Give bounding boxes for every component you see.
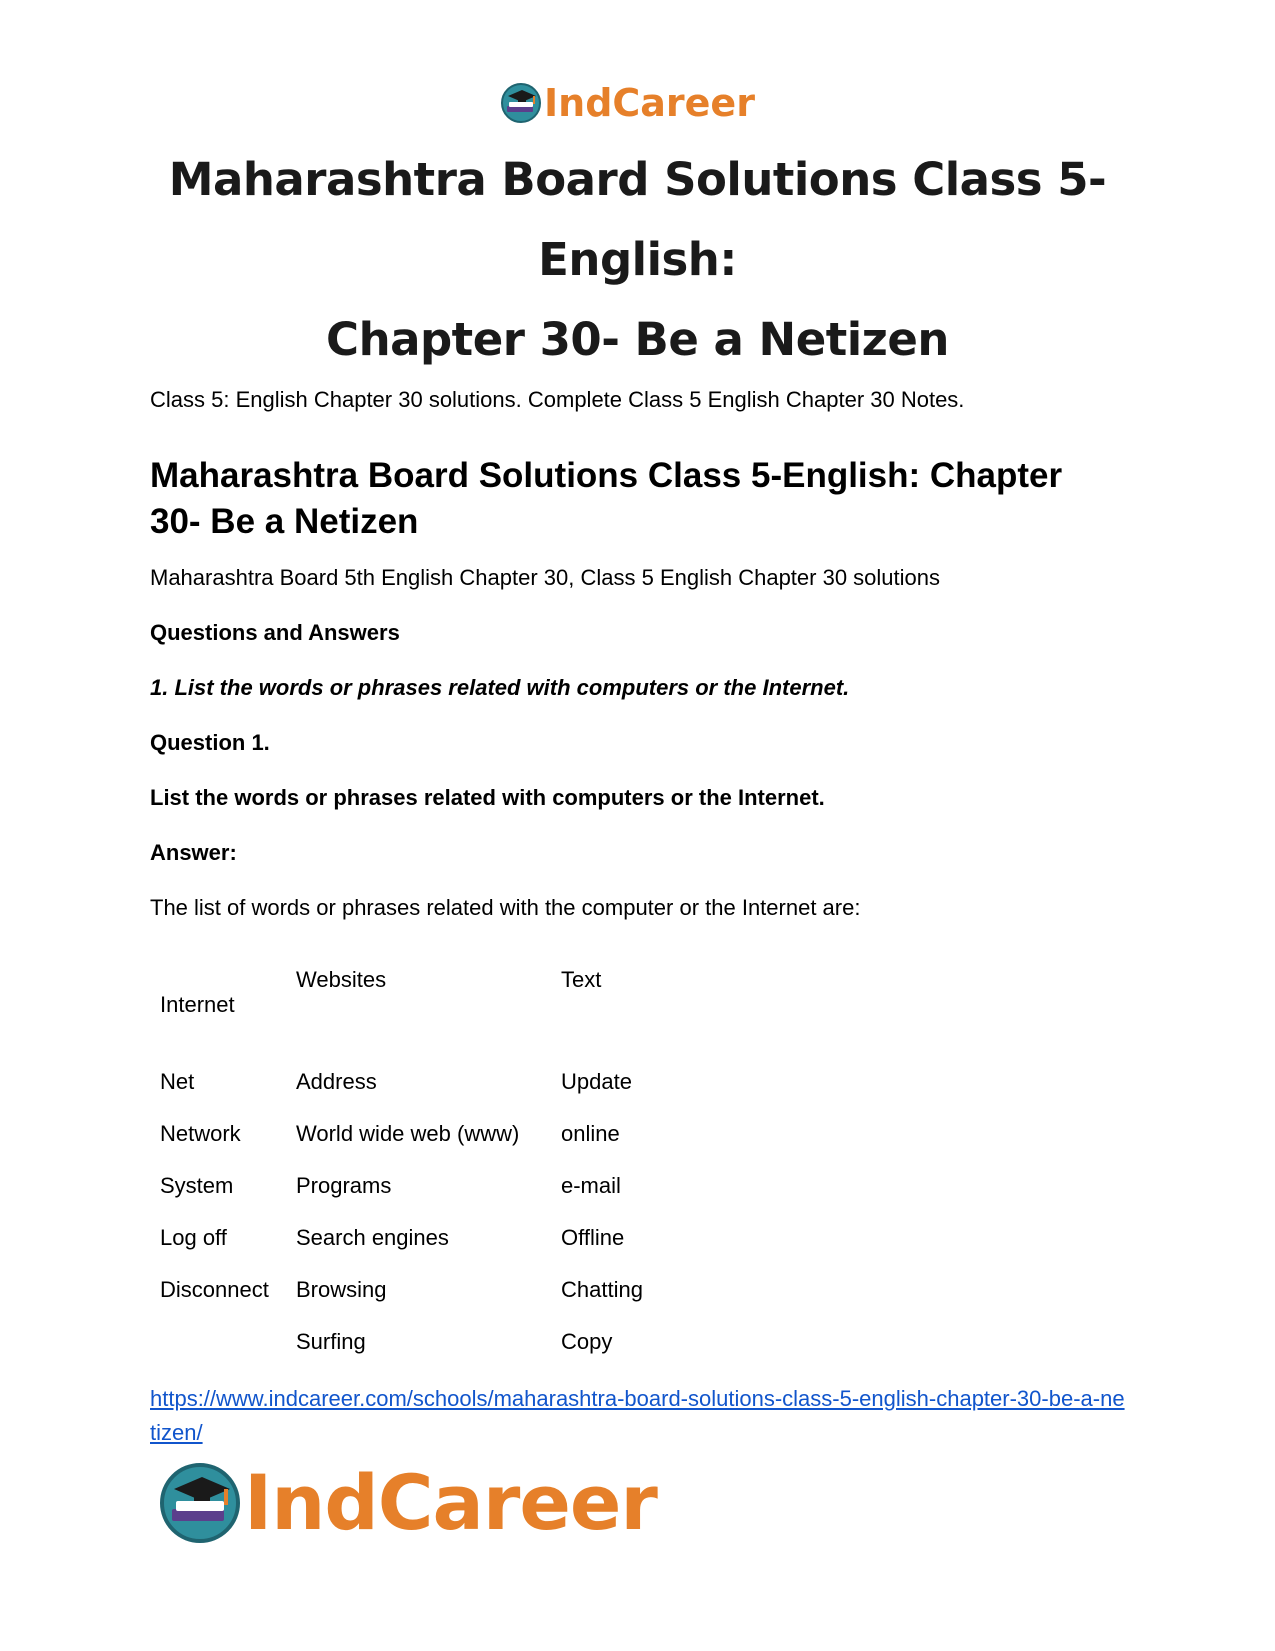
table-cell: Search engines <box>296 1225 449 1250</box>
table-cell: System <box>160 1173 234 1198</box>
table-cell: online <box>561 1121 620 1146</box>
table-cell: Surfing <box>296 1329 366 1354</box>
title-line-2: Chapter 30- Be a Netizen <box>326 313 949 366</box>
question-label: Question 1. <box>150 730 270 755</box>
table-cell: Net <box>160 1069 195 1094</box>
table-cell: Copy <box>561 1329 613 1354</box>
table-cell: World wide web (www) <box>296 1121 520 1146</box>
answer-intro: The list of words or phrases related with the computer or the Internet are: <box>150 895 861 920</box>
table-cell: e-mail <box>561 1173 621 1198</box>
table-cell: Text <box>561 967 602 992</box>
table-cell: Offline <box>561 1225 625 1250</box>
table-cell: Websites <box>296 967 387 992</box>
footer-logo-wordmark: IndCareer <box>244 1458 657 1547</box>
table-cell: Internet <box>160 992 235 1017</box>
table-cell: Network <box>160 1121 241 1146</box>
exercise-title: 1. List the words or phrases related with computers or the Internet. <box>150 675 850 700</box>
indcareer-footer-logo[interactable] <box>158 1458 657 1548</box>
intro-text: Class 5: English Chapter 30 solutions. Complete Class 5 English Chapter 30 Notes. <box>150 387 965 412</box>
question-text: List the words or phrases related with computers or the Internet. <box>150 785 825 810</box>
table-cell: Browsing <box>296 1277 387 1302</box>
qa-heading: Questions and Answers <box>150 620 400 645</box>
graduation-cap-book-icon <box>158 1461 242 1545</box>
answer-label: Answer: <box>150 840 237 865</box>
indcareer-logo[interactable] <box>500 80 755 126</box>
logo-wordmark: IndCareer <box>544 81 755 125</box>
table-cell: Programs <box>296 1173 392 1198</box>
table-cell: Disconnect <box>160 1277 269 1302</box>
section-heading: Maharashtra Board Solutions Class 5-English: Chapter 30- Be a Netizen <box>150 456 1063 541</box>
source-link[interactable]: https://www.indcareer.com/schools/maharashtra-board-solutions-class-5-english-chapter-30-be-a-netizen/ <box>150 1386 1125 1445</box>
table-cell: Update <box>561 1069 632 1094</box>
table-cell: Address <box>296 1069 377 1094</box>
graduation-cap-book-icon <box>500 82 542 124</box>
title-line-1: Maharashtra Board Solutions Class 5-English: <box>168 153 1107 286</box>
table-cell: Log off <box>160 1225 227 1250</box>
page-title <box>100 140 1175 380</box>
table-cell: Chatting <box>561 1277 643 1302</box>
subtitle-text: Maharashtra Board 5th English Chapter 30, Class 5 English Chapter 30 solutions <box>150 565 941 590</box>
